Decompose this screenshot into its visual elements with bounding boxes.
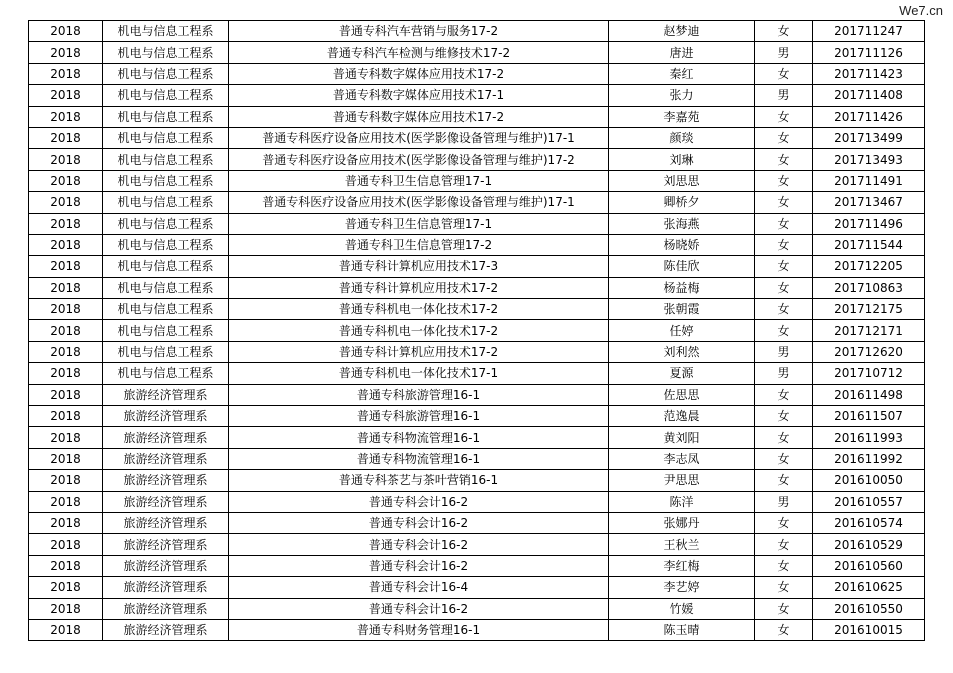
student-name-cell: 赵梦迪 xyxy=(609,21,755,42)
table-row xyxy=(29,192,925,213)
major-class-cell: 普通专科医疗设备应用技术(医学影像设备管理与维护)17-2 xyxy=(229,149,609,170)
student-id-cell: 201610050 xyxy=(813,470,925,491)
gender-cell: 女 xyxy=(755,21,813,42)
department-cell: 机电与信息工程系 xyxy=(103,234,229,255)
major-class-cell: 普通专科旅游管理16-1 xyxy=(229,406,609,427)
student-name-cell: 张海燕 xyxy=(609,213,755,234)
student-name-cell: 陈玉晴 xyxy=(609,619,755,640)
year-cell: 2018 xyxy=(29,170,103,191)
major-class-cell: 普通专科旅游管理16-1 xyxy=(229,384,609,405)
student-id-cell: 201610550 xyxy=(813,598,925,619)
department-cell: 旅游经济管理系 xyxy=(103,384,229,405)
student-name-cell: 李红梅 xyxy=(609,555,755,576)
gender-cell: 女 xyxy=(755,470,813,491)
gender-cell: 女 xyxy=(755,384,813,405)
table-row xyxy=(29,384,925,405)
gender-cell: 女 xyxy=(755,63,813,84)
major-class-cell: 普通专科计算机应用技术17-3 xyxy=(229,256,609,277)
year-cell: 2018 xyxy=(29,341,103,362)
table-row xyxy=(29,598,925,619)
department-cell: 机电与信息工程系 xyxy=(103,213,229,234)
table-row xyxy=(29,448,925,469)
student-id-cell: 201713499 xyxy=(813,127,925,148)
student-name-cell: 尹思思 xyxy=(609,470,755,491)
gender-cell: 女 xyxy=(755,149,813,170)
department-cell: 旅游经济管理系 xyxy=(103,448,229,469)
department-cell: 旅游经济管理系 xyxy=(103,512,229,533)
department-cell: 机电与信息工程系 xyxy=(103,320,229,341)
year-cell: 2018 xyxy=(29,234,103,255)
table-row xyxy=(29,534,925,555)
gender-cell: 女 xyxy=(755,234,813,255)
student-table xyxy=(28,20,925,641)
student-id-cell: 201611993 xyxy=(813,427,925,448)
department-cell: 机电与信息工程系 xyxy=(103,85,229,106)
department-cell: 旅游经济管理系 xyxy=(103,555,229,576)
gender-cell: 女 xyxy=(755,106,813,127)
gender-cell: 女 xyxy=(755,534,813,555)
student-name-cell: 张力 xyxy=(609,85,755,106)
year-cell: 2018 xyxy=(29,256,103,277)
gender-cell: 男 xyxy=(755,341,813,362)
student-name-cell: 李艺婷 xyxy=(609,577,755,598)
major-class-cell: 普通专科医疗设备应用技术(医学影像设备管理与维护)17-1 xyxy=(229,192,609,213)
table-row xyxy=(29,85,925,106)
student-id-cell: 201713467 xyxy=(813,192,925,213)
department-cell: 旅游经济管理系 xyxy=(103,577,229,598)
student-name-cell: 唐进 xyxy=(609,42,755,63)
student-name-cell: 张娜丹 xyxy=(609,512,755,533)
year-cell: 2018 xyxy=(29,106,103,127)
year-cell: 2018 xyxy=(29,277,103,298)
table-row xyxy=(29,277,925,298)
gender-cell: 女 xyxy=(755,127,813,148)
major-class-cell: 普通专科会计16-2 xyxy=(229,534,609,555)
major-class-cell: 普通专科卫生信息管理17-2 xyxy=(229,234,609,255)
major-class-cell: 普通专科机电一体化技术17-2 xyxy=(229,299,609,320)
student-id-cell: 201611498 xyxy=(813,384,925,405)
department-cell: 旅游经济管理系 xyxy=(103,406,229,427)
department-cell: 旅游经济管理系 xyxy=(103,427,229,448)
student-name-cell: 刘思思 xyxy=(609,170,755,191)
student-name-cell: 刘利然 xyxy=(609,341,755,362)
watermark-text: We7.cn xyxy=(899,3,943,18)
department-cell: 旅游经济管理系 xyxy=(103,619,229,640)
student-id-cell: 201610625 xyxy=(813,577,925,598)
year-cell: 2018 xyxy=(29,555,103,576)
student-name-cell: 陈洋 xyxy=(609,491,755,512)
year-cell: 2018 xyxy=(29,85,103,106)
year-cell: 2018 xyxy=(29,577,103,598)
major-class-cell: 普通专科汽车检测与维修技术17-2 xyxy=(229,42,609,63)
department-cell: 旅游经济管理系 xyxy=(103,598,229,619)
student-id-cell: 201610529 xyxy=(813,534,925,555)
student-id-cell: 201710712 xyxy=(813,363,925,384)
student-name-cell: 佐思思 xyxy=(609,384,755,405)
major-class-cell: 普通专科机电一体化技术17-2 xyxy=(229,320,609,341)
student-name-cell: 王秋兰 xyxy=(609,534,755,555)
department-cell: 机电与信息工程系 xyxy=(103,127,229,148)
department-cell: 机电与信息工程系 xyxy=(103,149,229,170)
student-name-cell: 刘琳 xyxy=(609,149,755,170)
student-name-cell: 陈佳欣 xyxy=(609,256,755,277)
gender-cell: 女 xyxy=(755,448,813,469)
major-class-cell: 普通专科数字媒体应用技术17-2 xyxy=(229,106,609,127)
gender-cell: 女 xyxy=(755,512,813,533)
year-cell: 2018 xyxy=(29,448,103,469)
student-id-cell: 201711126 xyxy=(813,42,925,63)
student-id-cell: 201712171 xyxy=(813,320,925,341)
student-id-cell: 201712620 xyxy=(813,341,925,362)
student-id-cell: 201711496 xyxy=(813,213,925,234)
table-row xyxy=(29,363,925,384)
student-name-cell: 夏源 xyxy=(609,363,755,384)
major-class-cell: 普通专科茶艺与茶叶营销16-1 xyxy=(229,470,609,491)
major-class-cell: 普通专科物流管理16-1 xyxy=(229,427,609,448)
table-row xyxy=(29,491,925,512)
student-name-cell: 竹媛 xyxy=(609,598,755,619)
gender-cell: 女 xyxy=(755,619,813,640)
gender-cell: 男 xyxy=(755,42,813,63)
student-id-cell: 201711426 xyxy=(813,106,925,127)
gender-cell: 女 xyxy=(755,192,813,213)
student-id-cell: 201712205 xyxy=(813,256,925,277)
gender-cell: 女 xyxy=(755,277,813,298)
department-cell: 机电与信息工程系 xyxy=(103,170,229,191)
year-cell: 2018 xyxy=(29,127,103,148)
department-cell: 机电与信息工程系 xyxy=(103,256,229,277)
major-class-cell: 普通专科会计16-2 xyxy=(229,555,609,576)
table-row xyxy=(29,127,925,148)
major-class-cell: 普通专科机电一体化技术17-1 xyxy=(229,363,609,384)
student-id-cell: 201711491 xyxy=(813,170,925,191)
student-name-cell: 颜琰 xyxy=(609,127,755,148)
major-class-cell: 普通专科物流管理16-1 xyxy=(229,448,609,469)
student-name-cell: 张朝霞 xyxy=(609,299,755,320)
major-class-cell: 普通专科会计16-4 xyxy=(229,577,609,598)
department-cell: 机电与信息工程系 xyxy=(103,277,229,298)
student-name-cell: 李志凤 xyxy=(609,448,755,469)
table-row xyxy=(29,170,925,191)
year-cell: 2018 xyxy=(29,534,103,555)
gender-cell: 男 xyxy=(755,363,813,384)
year-cell: 2018 xyxy=(29,619,103,640)
major-class-cell: 普通专科汽车营销与服务17-2 xyxy=(229,21,609,42)
major-class-cell: 普通专科会计16-2 xyxy=(229,598,609,619)
gender-cell: 女 xyxy=(755,213,813,234)
gender-cell: 女 xyxy=(755,555,813,576)
student-id-cell: 201710863 xyxy=(813,277,925,298)
table-row xyxy=(29,21,925,42)
table-row xyxy=(29,234,925,255)
table-row xyxy=(29,213,925,234)
year-cell: 2018 xyxy=(29,149,103,170)
student-name-cell: 任婷 xyxy=(609,320,755,341)
major-class-cell: 普通专科卫生信息管理17-1 xyxy=(229,213,609,234)
year-cell: 2018 xyxy=(29,21,103,42)
gender-cell: 男 xyxy=(755,491,813,512)
year-cell: 2018 xyxy=(29,363,103,384)
year-cell: 2018 xyxy=(29,406,103,427)
gender-cell: 女 xyxy=(755,320,813,341)
department-cell: 机电与信息工程系 xyxy=(103,21,229,42)
major-class-cell: 普通专科会计16-2 xyxy=(229,491,609,512)
gender-cell: 女 xyxy=(755,299,813,320)
gender-cell: 女 xyxy=(755,406,813,427)
year-cell: 2018 xyxy=(29,491,103,512)
student-id-cell: 201610560 xyxy=(813,555,925,576)
student-name-cell: 杨益梅 xyxy=(609,277,755,298)
department-cell: 机电与信息工程系 xyxy=(103,299,229,320)
student-id-cell: 201711408 xyxy=(813,85,925,106)
year-cell: 2018 xyxy=(29,63,103,84)
student-name-cell: 杨晓娇 xyxy=(609,234,755,255)
year-cell: 2018 xyxy=(29,192,103,213)
major-class-cell: 普通专科数字媒体应用技术17-1 xyxy=(229,85,609,106)
year-cell: 2018 xyxy=(29,213,103,234)
table-row xyxy=(29,577,925,598)
year-cell: 2018 xyxy=(29,512,103,533)
student-name-cell: 李嘉苑 xyxy=(609,106,755,127)
department-cell: 机电与信息工程系 xyxy=(103,192,229,213)
table-row xyxy=(29,470,925,491)
student-name-cell: 卿桥夕 xyxy=(609,192,755,213)
year-cell: 2018 xyxy=(29,427,103,448)
table-row xyxy=(29,427,925,448)
table-row xyxy=(29,320,925,341)
gender-cell: 女 xyxy=(755,256,813,277)
major-class-cell: 普通专科会计16-2 xyxy=(229,512,609,533)
table-row xyxy=(29,619,925,640)
department-cell: 旅游经济管理系 xyxy=(103,491,229,512)
year-cell: 2018 xyxy=(29,42,103,63)
year-cell: 2018 xyxy=(29,598,103,619)
student-name-cell: 秦红 xyxy=(609,63,755,84)
table-row xyxy=(29,299,925,320)
table-row xyxy=(29,512,925,533)
major-class-cell: 普通专科财务管理16-1 xyxy=(229,619,609,640)
department-cell: 机电与信息工程系 xyxy=(103,42,229,63)
table-row xyxy=(29,256,925,277)
gender-cell: 男 xyxy=(755,85,813,106)
department-cell: 机电与信息工程系 xyxy=(103,341,229,362)
year-cell: 2018 xyxy=(29,384,103,405)
year-cell: 2018 xyxy=(29,299,103,320)
student-name-cell: 黄刘阳 xyxy=(609,427,755,448)
gender-cell: 女 xyxy=(755,598,813,619)
major-class-cell: 普通专科数字媒体应用技术17-2 xyxy=(229,63,609,84)
major-class-cell: 普通专科计算机应用技术17-2 xyxy=(229,341,609,362)
table-row xyxy=(29,63,925,84)
department-cell: 机电与信息工程系 xyxy=(103,106,229,127)
major-class-cell: 普通专科卫生信息管理17-1 xyxy=(229,170,609,191)
gender-cell: 女 xyxy=(755,577,813,598)
student-id-cell: 201610015 xyxy=(813,619,925,640)
table-row xyxy=(29,42,925,63)
department-cell: 旅游经济管理系 xyxy=(103,470,229,491)
gender-cell: 女 xyxy=(755,427,813,448)
gender-cell: 女 xyxy=(755,170,813,191)
student-id-cell: 201711247 xyxy=(813,21,925,42)
table-row xyxy=(29,341,925,362)
year-cell: 2018 xyxy=(29,470,103,491)
table-row xyxy=(29,106,925,127)
table-row xyxy=(29,149,925,170)
student-id-cell: 201610557 xyxy=(813,491,925,512)
year-cell: 2018 xyxy=(29,320,103,341)
table-row xyxy=(29,406,925,427)
department-cell: 机电与信息工程系 xyxy=(103,363,229,384)
department-cell: 旅游经济管理系 xyxy=(103,534,229,555)
major-class-cell: 普通专科计算机应用技术17-2 xyxy=(229,277,609,298)
table-row xyxy=(29,555,925,576)
student-name-cell: 范逸晨 xyxy=(609,406,755,427)
student-id-cell: 201711544 xyxy=(813,234,925,255)
student-id-cell: 201610574 xyxy=(813,512,925,533)
student-id-cell: 201713493 xyxy=(813,149,925,170)
student-id-cell: 201611507 xyxy=(813,406,925,427)
student-id-cell: 201712175 xyxy=(813,299,925,320)
student-table-body xyxy=(29,21,925,641)
major-class-cell: 普通专科医疗设备应用技术(医学影像设备管理与维护)17-1 xyxy=(229,127,609,148)
department-cell: 机电与信息工程系 xyxy=(103,63,229,84)
student-id-cell: 201711423 xyxy=(813,63,925,84)
student-id-cell: 201611992 xyxy=(813,448,925,469)
